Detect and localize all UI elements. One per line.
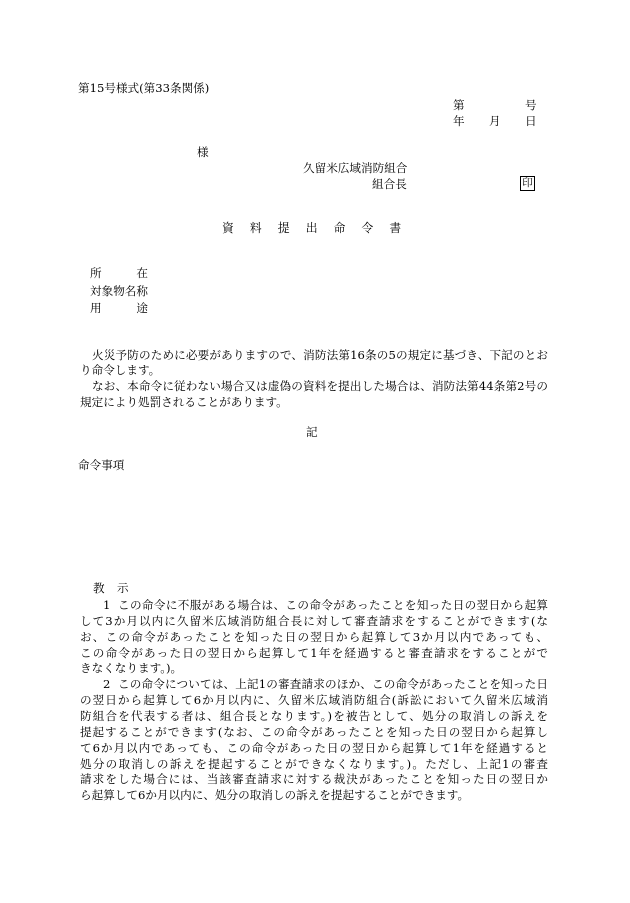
issuer-organization: 久留米広域消防組合 — [303, 161, 408, 175]
instruction-heading: 教示 — [93, 581, 141, 595]
body-line: り命令します。 — [80, 363, 161, 377]
instruction-line: この命令については、上記1の審査請求のほか、この命令があったことを知った日 — [118, 677, 548, 691]
instruction-line: ら起算して6か月以内に、処分の取消しの訴えを提起することができます。 — [80, 788, 470, 802]
instruction-line: 処分の取消しの訴えを提起することができなくなります。)。ただし、上記1の審査 — [80, 757, 548, 771]
instruction-line: この命令があった日の翌日から起算して1年を経過すると審査請求をすることがで — [80, 646, 548, 660]
instruction-line: て6か月以内であっても、この命令があった日の翌日から起算して1年を経過すると — [80, 741, 548, 755]
instruction-line: この命令に不服がある場合は、この命令があったことを知った日の翌日から起算 — [118, 598, 548, 612]
doc-number-prefix: 第 — [453, 98, 465, 112]
date-year-label: 年 — [453, 114, 465, 128]
instruction-line: 防組合を代表する者は、組合長となります。)を被告として、処分の取消しの訴えを — [80, 709, 548, 723]
instruction-line: して3か月以内に久留米広域消防組合長に対して審査請求をすることができます(な — [80, 614, 548, 628]
order-items-label: 命令事項 — [78, 458, 125, 472]
instruction-item-number: 1 — [103, 598, 111, 612]
field-label-usage: 用途 — [90, 301, 148, 315]
instruction-line: 提起することができます(なお、この命令があったことを知った日の翌日から起算し — [80, 725, 548, 739]
body-line: 規定により処罰されることがあります。 — [80, 395, 288, 409]
issuer-title: 組合長 — [372, 177, 407, 191]
instruction-line: お、この命令があったことを知った日の翌日から起算して3か月以内であっても、 — [80, 630, 548, 644]
ki-marker: 記 — [306, 425, 318, 439]
doc-number-suffix: 号 — [525, 98, 537, 112]
field-label-location: 所在 — [90, 266, 148, 280]
form-number: 第15号様式(第33条関係) — [78, 81, 210, 95]
body-line: 火災予防のために必要がありますので、消防法第16条の5の規定に基づき、下記のとお — [92, 348, 548, 362]
field-label-target-name: 対象物名称 — [90, 284, 148, 298]
date-month-label: 月 — [489, 114, 501, 128]
body-line: なお、本命令に従わない場合又は虚偽の資料を提出した場合は、消防法第44条第2号の — [92, 379, 548, 393]
instruction-item-number: 2 — [103, 677, 111, 691]
date-day-label: 日 — [525, 114, 537, 128]
instruction-line: 請求をした場合には、当該審査請求に対する裁決があったことを知った日の翌日か — [80, 772, 548, 786]
instruction-line: きなくなります。)。 — [80, 661, 183, 675]
document-title: 資料提出命令書 — [222, 221, 418, 235]
seal-stamp-icon: 印 — [520, 176, 535, 191]
addressee-honorific: 様 — [197, 145, 209, 159]
instruction-line: の翌日から起算して6か月以内に、久留米広域消防組合(訴訟において久留米広域消 — [80, 693, 548, 707]
